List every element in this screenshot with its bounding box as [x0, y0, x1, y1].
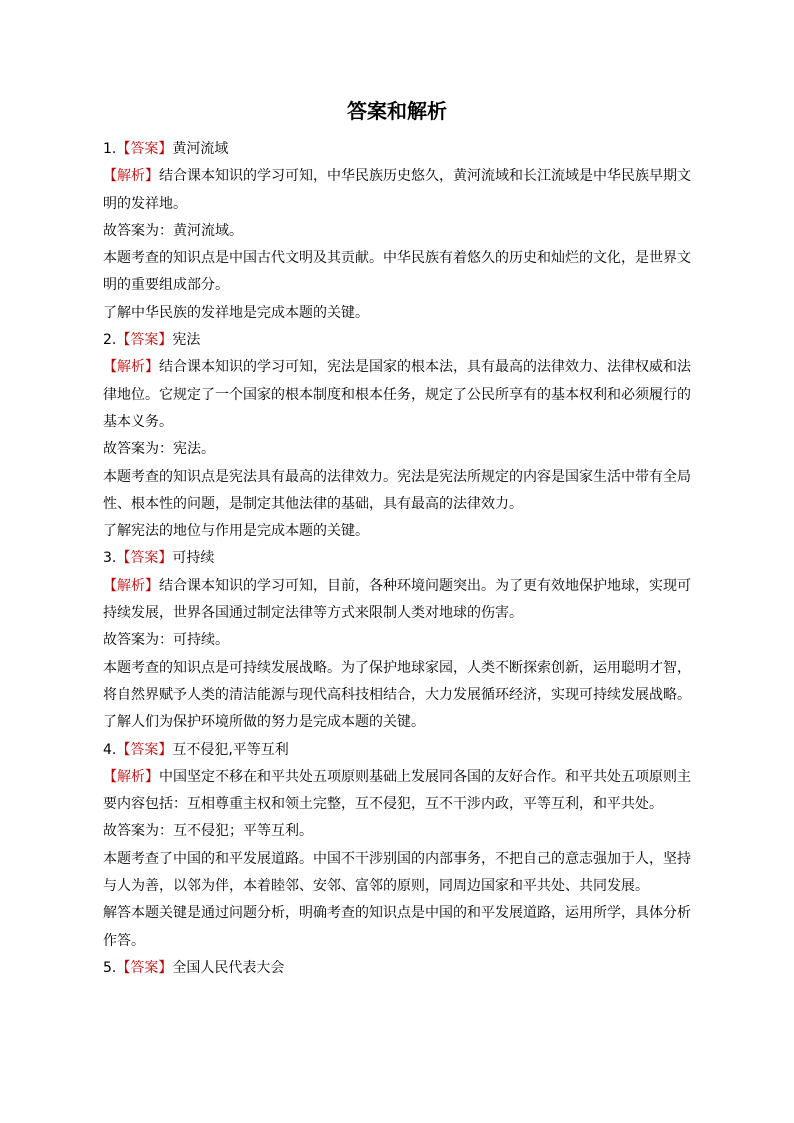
page-title: 答案和解析: [347, 99, 447, 123]
analysis-tag: 【解析】: [103, 359, 159, 376]
text-line: 律地位。它规定了一个国家的根本制度和根本任务，规定了公民所享有的基本权利和必须履行的: [103, 386, 691, 403]
text-line: 故答案为：互不侵犯；平等互利。: [103, 823, 313, 840]
analysis-text: 结合课本知识的学习可知，目前，各种环境问题突出。为了更有效地保护地球，实现可: [159, 577, 691, 594]
answer-line-3: [103, 545, 693, 572]
question-number: 1.: [103, 141, 117, 157]
answer-tag: 【答案】: [116, 741, 173, 758]
question-number: 2.: [103, 332, 117, 349]
answer-tag: 【答案】: [116, 550, 173, 567]
text-line: 故答案为：可持续。: [103, 632, 229, 649]
analysis-text: 结合课本知识的学习可知，中华民族历史悠久，黄河流域和长江流域是中华民族早期文: [159, 168, 691, 185]
analysis-text: 中国坚定不移在和平共处五项原则基础上发展同各国的友好合作。和平共处五项原则主: [159, 768, 691, 785]
text-line: 本题考查了中国的和平发展道路。中国不干涉别国的内部事务，不把自己的意志强加于人，坚持: [103, 850, 691, 867]
answer-list: [103, 136, 693, 982]
text-line: 基本义务。: [103, 413, 173, 430]
answer-line-1: [103, 136, 693, 163]
text-line: 本题考查的知识点是宪法具有最高的法律效力。宪法是宪法所规定的内容是国家生活中带有全局: [103, 468, 691, 485]
text-line: 本题考查的知识点是可持续发展战略。为了保护地球家园，人类不断探索创新，运用聪明才智，: [103, 659, 691, 676]
answer-line-4: [103, 737, 693, 764]
answer-tag: 【答案】: [116, 959, 173, 976]
text-line: 了解宪法的地位与作用是完成本题的关键。: [103, 523, 369, 540]
text-line: 故答案为：宪法。: [103, 441, 215, 458]
question-number: 5.: [103, 959, 117, 976]
answer-text: 全国人民代表大会: [172, 959, 285, 976]
text-line: 解答本题关键是通过问题分析，明确考查的知识点是中国的和平发展道路，运用所学，具体分析: [103, 905, 691, 922]
answer-line-2: [103, 327, 693, 354]
answer-text: 可持续: [172, 550, 215, 567]
answer-tag: 【答案】: [116, 332, 173, 349]
question-number: 4.: [103, 741, 117, 758]
analysis-tag: 【解析】: [103, 168, 159, 185]
text-line: 明的发祥地。: [103, 195, 187, 212]
analysis-line: [103, 163, 693, 190]
answer-text: 黄河流域: [172, 141, 229, 157]
text-line: 了解人们为保护环境所做的努力是完成本题的关键。: [103, 714, 425, 731]
text-line: 本题考查的知识点是中国古代文明及其贡献。中华民族有着悠久的历史和灿烂的文化，是世界文: [103, 250, 691, 267]
analysis-line: [103, 764, 693, 791]
text-line: 与人为善，以邻为伴，本着睦邻、安邻、富邻的原则，同周边国家和平共处、共同发展。: [103, 878, 649, 895]
text-line: 将自然界赋予人类的清洁能源与现代高科技相结合，大力发展循环经济，实现可持续发展战略。: [103, 686, 691, 703]
answer-text: 互不侵犯,平等互利: [172, 741, 289, 758]
analysis-tag: 【解析】: [103, 768, 159, 785]
text-line: 要内容包括：互相尊重主权和领土完整，互不侵犯，互不干涉内政，平等互利，和平共处。: [103, 796, 663, 813]
text-line: 作答。: [103, 932, 145, 949]
analysis-line: [103, 354, 693, 381]
text-line: 故答案为：黄河流域。: [103, 222, 243, 239]
text-line: 了解中华民族的发祥地是完成本题的关键。: [103, 304, 369, 321]
text-line: 性、根本性的问题，是制定其他法律的基础，具有最高的法律效力。: [103, 495, 523, 512]
question-number: 3.: [103, 550, 117, 567]
analysis-text: 结合课本知识的学习可知，宪法是国家的根本法，具有最高的法律效力、法律权威和法: [159, 359, 691, 376]
answer-line-5: [103, 955, 693, 982]
answer-text: 宪法: [172, 332, 201, 349]
analysis-line: [103, 573, 693, 600]
answer-tag: 【答案】: [116, 141, 173, 157]
text-line: 明的重要组成部分。: [103, 277, 229, 294]
analysis-tag: 【解析】: [103, 577, 159, 594]
text-line: 持续发展，世界各国通过制定法律等方式来限制人类对地球的伤害。: [103, 605, 523, 622]
